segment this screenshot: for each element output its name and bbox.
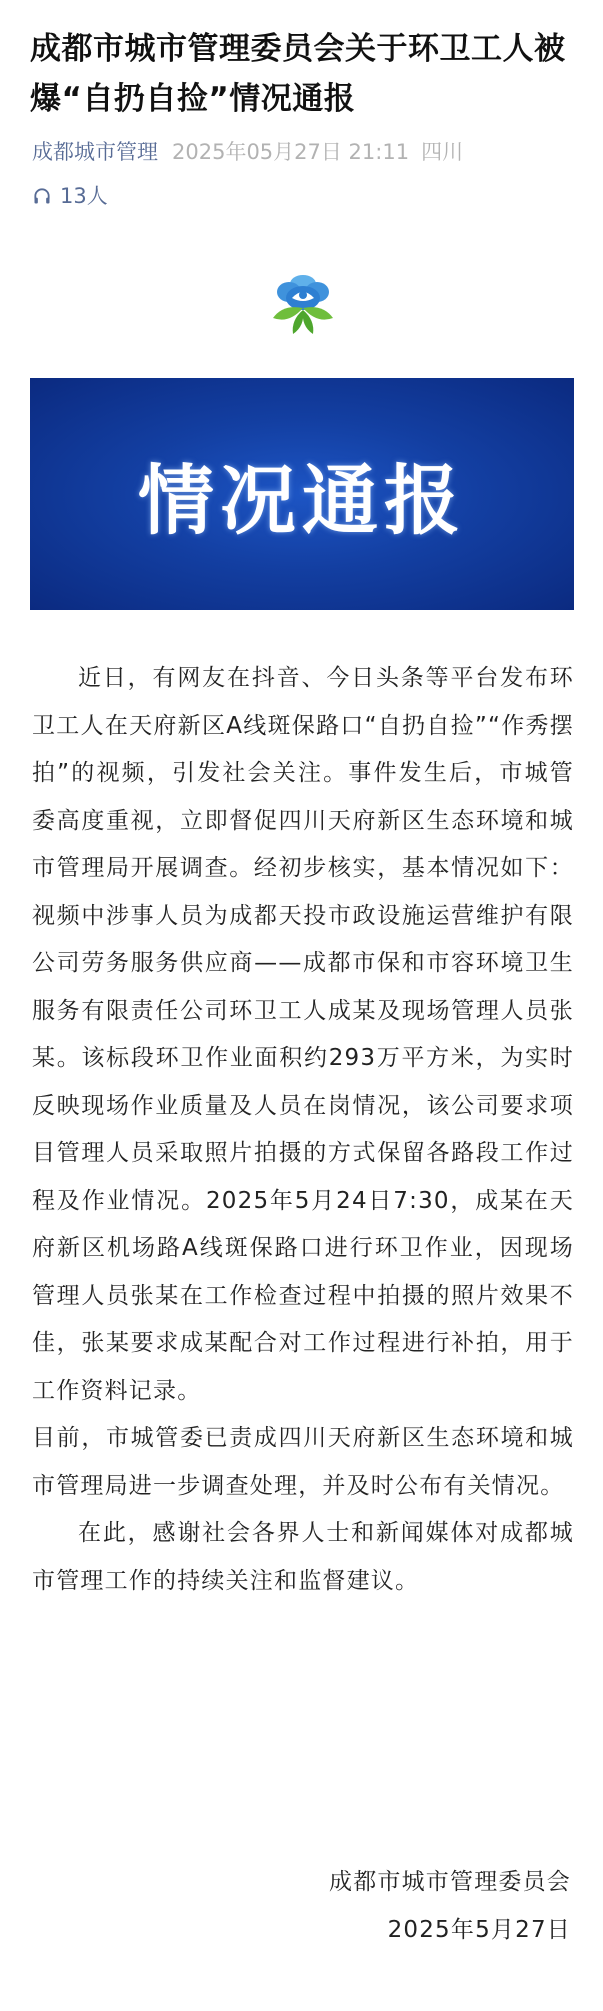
body-paragraph-3: 在此，感谢社会各界人士和新闻媒体对成都城市管理工作的持续关注和监督建议。 — [32, 1520, 574, 1594]
account-name-link[interactable]: 成都城市管理 — [32, 140, 158, 164]
notice-banner — [30, 378, 574, 610]
body-paragraph-2: 目前，市城管委已责成四川天府新区生态环境和城市管理局进一步调查处理，并及时公布有关情况。 — [32, 1425, 574, 1499]
chengdu-city-management-logo — [262, 262, 344, 338]
article-title: 成都市城市管理委员会关于环卫工人被爆“自扔自捡”情况通报 — [30, 31, 566, 117]
article-body — [32, 655, 574, 1605]
listen-button[interactable] — [32, 182, 108, 210]
listen-count: 13人 — [60, 184, 108, 208]
publish-datetime: 2025年05月27日 21:11 — [172, 140, 410, 164]
signature-date: 2025年5月27日 — [387, 1917, 571, 1943]
signature-block — [329, 1858, 571, 1954]
banner-title: 情况通报 — [138, 455, 466, 545]
headphones-icon — [32, 186, 52, 206]
signature-organization: 成都市城市管理委员会 — [329, 1869, 571, 1895]
body-paragraph-1: 近日，有网友在抖音、今日头条等平台发布环卫工人在天府新区A线斑保路口“自扔自捡”“作秀摆拍”的视频，引发社会关注。事件发生后，市城管委高度重视，立即督促四川天府新区生态环境和城市管理局开展调查。经初步核实，基本情况如下：视频中涉事人员为成都天投市政设施运营维护有限公司劳务服务供应商——成都市保和市容环境卫生服务有限责任公司环卫工人成某及现场管理人员张某。该标段环卫作业面积约293万平方米，为实时反映现场作业质量及人员在岗情况，该公司要求项目管理人员采取照片拍摄的方式保留各路段工作过程及作业情况。2025年5月24日7:30，成某在天府新区机场路A线斑保路口进行环卫作业，因现场管理人员张某在工作检查过程中拍摄的照片效果不佳，张某要求成某配合对工作过程进行补拍，用于工作资料记录。 — [32, 665, 574, 1404]
publish-location: 四川 — [421, 140, 464, 164]
article-meta — [32, 138, 463, 166]
